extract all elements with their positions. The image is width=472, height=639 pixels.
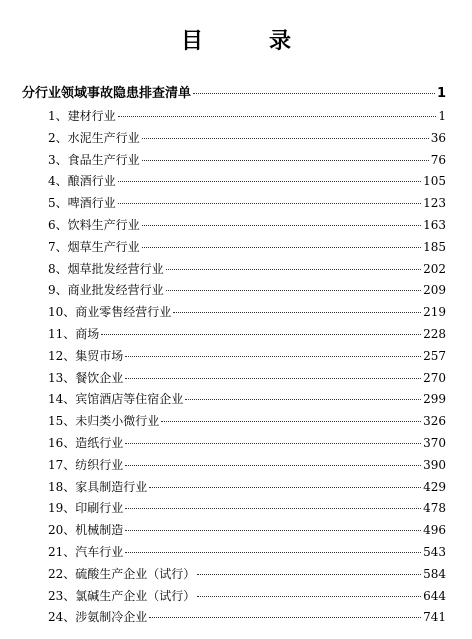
toc-entry[interactable] bbox=[48, 259, 446, 279]
toc-entry-page: 185 bbox=[423, 239, 446, 254]
toc-entry[interactable] bbox=[48, 237, 446, 257]
toc-leader-dots bbox=[118, 203, 421, 204]
toc-entry[interactable] bbox=[48, 542, 446, 562]
toc-entry-page: 326 bbox=[423, 414, 446, 429]
toc-leader-dots bbox=[142, 225, 421, 226]
toc-entry[interactable] bbox=[48, 280, 446, 300]
toc-entry-number: 8、 bbox=[48, 261, 68, 276]
toc-entry-number: 7、 bbox=[48, 239, 68, 254]
toc-entry-label: 烟草生产行业 bbox=[67, 239, 140, 254]
toc-entry-number: 11、 bbox=[48, 327, 76, 341]
toc-leader-dots bbox=[125, 530, 421, 531]
toc-entry-number: 20、 bbox=[48, 523, 76, 538]
toc-entry-page: 105 bbox=[423, 174, 446, 189]
toc-entry-label: 造纸行业 bbox=[75, 436, 124, 450]
toc-entry-label: 硫酸生产企业（试行） bbox=[75, 566, 196, 581]
toc-entry-number: 24、 bbox=[48, 610, 76, 625]
toc-leader-dots bbox=[125, 443, 421, 444]
toc-entry-label: 饮料生产行业 bbox=[67, 218, 140, 232]
toc-entry[interactable] bbox=[48, 586, 446, 606]
toc-leader-dots bbox=[118, 116, 437, 117]
toc-entry-label: 印刷行业 bbox=[75, 501, 124, 516]
toc-entry-page: 390 bbox=[423, 457, 446, 472]
toc-entry-label: 机械制造 bbox=[75, 523, 124, 538]
toc-leader-dots bbox=[149, 487, 421, 488]
toc-entry-page: 429 bbox=[423, 479, 446, 494]
toc-entry-label: 餐饮企业 bbox=[75, 370, 124, 385]
toc-entry-label: 涉氨制冷企业 bbox=[75, 610, 148, 625]
toc-entry-label: 宾馆酒店等住宿企业 bbox=[75, 392, 184, 407]
toc-leader-dots bbox=[173, 312, 421, 313]
toc-entry-number: 15、 bbox=[48, 414, 76, 429]
toc-entry-number: 19、 bbox=[48, 501, 76, 516]
toc-entry[interactable] bbox=[48, 564, 446, 584]
toc-entry-label: 啤酒行业 bbox=[67, 196, 116, 211]
toc-entry-number: 3、 bbox=[48, 152, 68, 167]
toc-entry[interactable] bbox=[48, 215, 446, 235]
toc-entry-label: 商场 bbox=[75, 327, 100, 341]
toc-entry-number: 12、 bbox=[48, 348, 76, 363]
toc-entry-label: 商业批发经营行业 bbox=[67, 283, 164, 298]
toc-leader-dots bbox=[125, 508, 421, 509]
toc-entry[interactable] bbox=[48, 368, 446, 388]
toc-entry-number: 22、 bbox=[48, 566, 76, 581]
toc-leader-dots bbox=[125, 378, 421, 379]
toc-entry-label: 纺织行业 bbox=[75, 457, 124, 472]
toc-entry-number: 18、 bbox=[48, 479, 76, 494]
toc-leader-dots bbox=[142, 247, 421, 248]
toc-entry[interactable] bbox=[48, 411, 446, 431]
toc-entry-label: 汽车行业 bbox=[75, 545, 124, 559]
toc-entry-label: 集贸市场 bbox=[75, 348, 124, 363]
toc-entry-page: 741 bbox=[423, 610, 446, 625]
toc-leader-dots bbox=[142, 160, 429, 161]
toc-entry-page: 36 bbox=[430, 130, 446, 145]
toc-leader-dots bbox=[101, 334, 421, 335]
toc-entry-label: 未归类小微行业 bbox=[75, 414, 160, 429]
toc-entry-number: 4、 bbox=[48, 174, 68, 189]
toc-entry-label: 水泥生产行业 bbox=[67, 130, 140, 145]
toc-entry-number: 10、 bbox=[48, 305, 76, 320]
toc-entry-page: 123 bbox=[423, 196, 446, 211]
toc-entry-page: 163 bbox=[423, 218, 446, 232]
toc-entry-page: 219 bbox=[423, 305, 446, 320]
toc-leader-dots bbox=[197, 596, 421, 597]
toc-leader-dots bbox=[193, 93, 435, 94]
toc-entry-number: 16、 bbox=[48, 436, 76, 450]
toc-entry[interactable] bbox=[48, 106, 446, 126]
toc-leader-dots bbox=[185, 399, 421, 400]
toc-leader-dots bbox=[125, 465, 421, 466]
toc-entry-page: 270 bbox=[423, 370, 446, 385]
toc-entry-label: 食品生产行业 bbox=[67, 152, 140, 167]
toc-entry-page: 496 bbox=[423, 523, 446, 538]
toc-entry-number: 9、 bbox=[48, 283, 68, 298]
toc-entry[interactable] bbox=[48, 498, 446, 518]
toc-section-label: 分行业领域事故隐患排查清单 bbox=[22, 86, 192, 101]
toc-leader-dots bbox=[118, 181, 421, 182]
toc-entry[interactable] bbox=[48, 520, 446, 540]
toc-entry-number: 5、 bbox=[48, 196, 68, 211]
toc-entry[interactable] bbox=[48, 324, 446, 344]
toc-entry-number: 1、 bbox=[48, 109, 68, 123]
toc-entry-label: 氯碱生产企业（试行） bbox=[75, 588, 196, 603]
toc-leader-dots bbox=[161, 421, 421, 422]
toc-entry-page: 1 bbox=[438, 109, 446, 123]
toc-entry[interactable] bbox=[48, 193, 446, 213]
toc-entry[interactable] bbox=[48, 389, 446, 409]
toc-leader-dots bbox=[125, 356, 421, 357]
toc-leader-dots bbox=[149, 617, 421, 618]
toc-entry[interactable] bbox=[48, 607, 446, 627]
toc-section-page: 1 bbox=[436, 86, 446, 101]
toc-entry-page: 299 bbox=[423, 392, 446, 407]
toc-entry-page: 584 bbox=[423, 566, 446, 581]
toc-entry[interactable] bbox=[48, 171, 446, 191]
toc-leader-dots bbox=[166, 290, 421, 291]
toc-entry[interactable] bbox=[48, 455, 446, 475]
toc-entry[interactable] bbox=[48, 346, 446, 366]
toc-entry-number: 14、 bbox=[48, 392, 76, 407]
toc-leader-dots bbox=[142, 138, 429, 139]
toc-entry[interactable] bbox=[48, 302, 446, 322]
toc-entry-number: 23、 bbox=[48, 588, 76, 603]
toc-entry-number: 2、 bbox=[48, 130, 68, 145]
toc-entry-number: 13、 bbox=[48, 370, 76, 385]
toc-entry[interactable] bbox=[48, 128, 446, 148]
toc-entry-label: 商业零售经营行业 bbox=[75, 305, 172, 320]
toc-leader-dots bbox=[125, 552, 421, 553]
toc-entry-page: 370 bbox=[423, 436, 446, 450]
toc-leader-dots bbox=[197, 574, 421, 575]
toc-section-heading[interactable] bbox=[22, 84, 446, 104]
toc-entry-page: 644 bbox=[423, 588, 446, 603]
toc-entry-page: 257 bbox=[423, 348, 446, 363]
toc-entry-label: 建材行业 bbox=[67, 109, 116, 123]
toc-entry-number: 21、 bbox=[48, 545, 76, 559]
toc-entry-page: 209 bbox=[423, 283, 446, 298]
page-title: 目 录 bbox=[180, 28, 313, 54]
toc-entry-page: 202 bbox=[423, 261, 446, 276]
toc-entry-number: 17、 bbox=[48, 457, 76, 472]
toc-entry[interactable] bbox=[48, 150, 446, 170]
toc-entry-page: 543 bbox=[423, 545, 446, 559]
toc-leader-dots bbox=[166, 269, 421, 270]
toc-entry[interactable] bbox=[48, 477, 446, 497]
toc-entry[interactable] bbox=[48, 433, 446, 453]
toc-entry-page: 228 bbox=[423, 327, 446, 341]
toc-entry-label: 酿酒行业 bbox=[67, 174, 116, 189]
toc-entry-label: 家具制造行业 bbox=[75, 479, 148, 494]
toc-entry-page: 478 bbox=[423, 501, 446, 516]
toc-entry-page: 76 bbox=[430, 152, 446, 167]
toc-entry-number: 6、 bbox=[48, 218, 68, 232]
toc-entry-label: 烟草批发经营行业 bbox=[67, 261, 164, 276]
